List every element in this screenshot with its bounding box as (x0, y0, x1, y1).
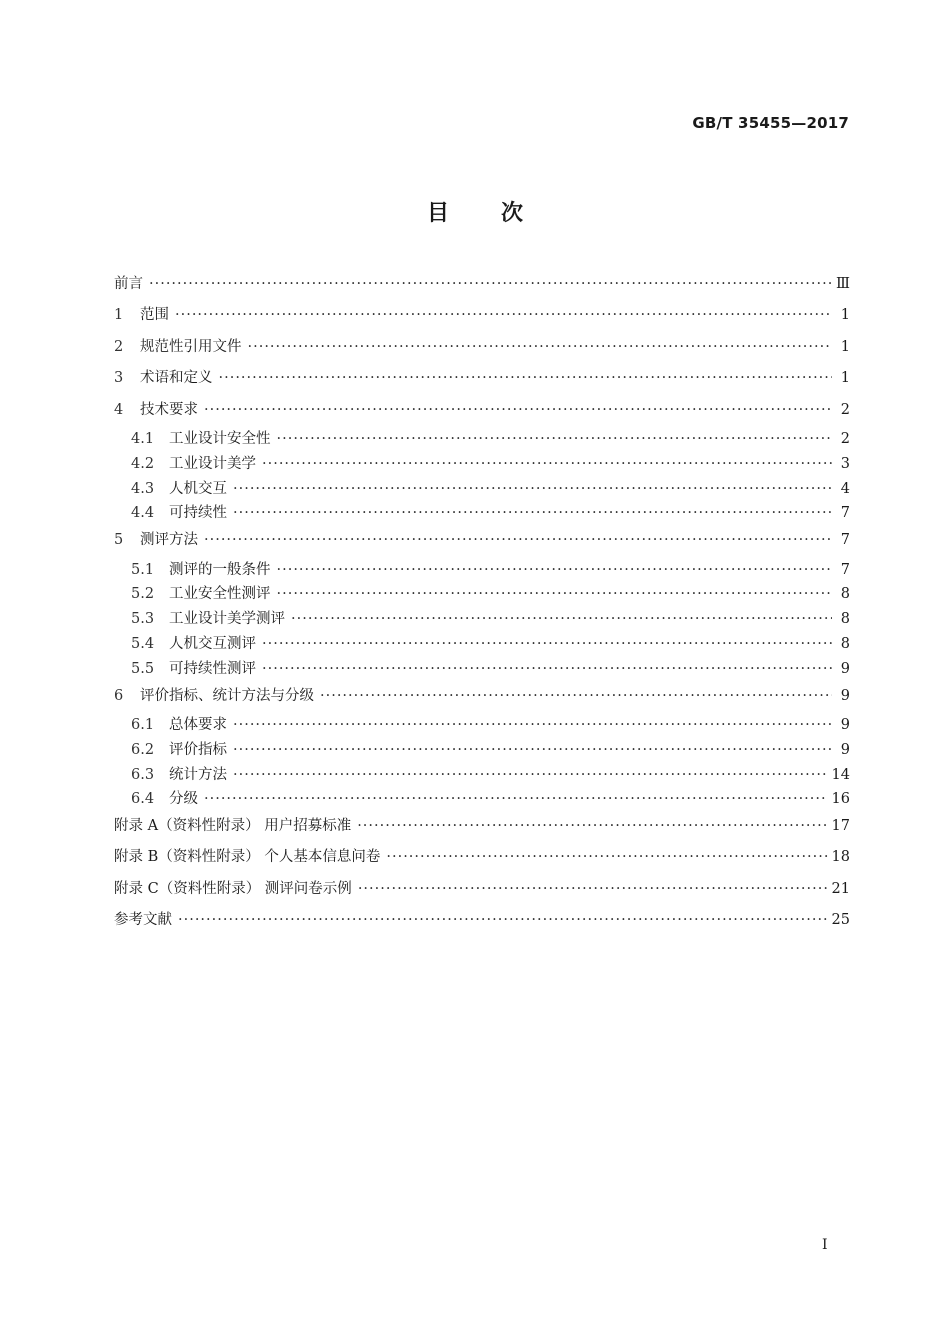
toc-entry-number: 5.1 (131, 561, 155, 578)
toc-leader-dots (277, 586, 833, 602)
toc-entry[interactable] (114, 812, 850, 843)
toc-entry-number: 4.4 (131, 505, 155, 522)
toc-entry-title: 范围 (140, 307, 169, 324)
toc-leader-dots (320, 688, 832, 704)
toc-entry-title: 评价指标 (169, 741, 227, 758)
toc-entry-page: 25 (831, 912, 850, 929)
toc-entry-number: 5 (114, 532, 124, 549)
toc-entry-page: 9 (840, 660, 850, 677)
toc-entry[interactable] (114, 843, 850, 874)
toc-leader-dots (277, 562, 833, 578)
toc-entry-number: 6.4 (131, 791, 155, 808)
toc-leader-dots (204, 532, 832, 548)
toc-entry-number: 5.2 (131, 586, 155, 603)
toc-entry[interactable] (114, 682, 850, 713)
toc-leader-dots (233, 717, 832, 733)
toc-entry[interactable] (114, 582, 850, 607)
toc-entry-title: 技术要求 (140, 401, 198, 418)
toc-entry-title: 总体要求 (169, 716, 227, 733)
toc-entry-page: 7 (840, 505, 850, 522)
page-title: 目次 (426, 201, 575, 226)
toc-leader-dots (204, 791, 828, 807)
toc-leader-dots (233, 505, 832, 521)
toc-leader-dots (248, 339, 833, 355)
toc-entry[interactable] (114, 657, 850, 682)
toc-entry-page: 4 (840, 480, 850, 497)
toc-entry-title: 测评方法 (140, 532, 198, 549)
toc-entry-number: 6.1 (131, 716, 155, 733)
toc-entry-number: 6 (114, 687, 124, 704)
toc-entry[interactable] (114, 301, 850, 332)
toc-entry-page: 17 (831, 818, 850, 835)
toc-entry-title: 可持续性测评 (169, 660, 256, 677)
toc-entry-page: 16 (831, 791, 850, 808)
toc-entry[interactable] (114, 477, 850, 502)
toc-entry-title: 分级 (169, 791, 198, 808)
toc-entry-page: 7 (840, 532, 850, 549)
toc-leader-dots (149, 276, 832, 292)
toc-entry-page: 18 (831, 849, 850, 866)
toc-entry-page: 2 (840, 430, 850, 447)
toc-entry-page: 7 (840, 561, 850, 578)
toc-entry-page: Ⅲ (836, 276, 850, 292)
toc-leader-dots (291, 611, 832, 627)
toc-leader-dots (175, 307, 832, 323)
toc-entry[interactable] (114, 558, 850, 583)
toc-entry-page: 8 (840, 611, 850, 628)
toc-entry-number: 1 (114, 307, 124, 324)
toc-entry[interactable] (114, 875, 850, 906)
toc-entry[interactable] (114, 787, 850, 812)
toc-entry[interactable] (114, 452, 850, 477)
toc-entry-title: 附录 C（资料性附录） 测评问卷示例 (114, 880, 352, 897)
toc-entry-title: 评价指标、统计方法与分级 (140, 687, 314, 704)
toc-entry-title: 工业设计安全性 (169, 430, 271, 447)
toc-leader-dots (262, 636, 832, 652)
toc-entry[interactable] (114, 427, 850, 452)
toc-entry-title: 工业设计美学测评 (169, 611, 285, 628)
toc-leader-dots (233, 767, 828, 783)
toc-entry-title: 参考文献 (114, 912, 172, 929)
toc-leader-dots (357, 818, 827, 834)
toc-entry-number: 5.5 (131, 660, 155, 677)
toc-leader-dots (204, 402, 832, 418)
toc-entry[interactable] (114, 738, 850, 763)
toc-entry-page: 9 (840, 741, 850, 758)
toc-entry-title: 人机交互 (169, 480, 227, 497)
toc-entry-title: 规范性引用文件 (140, 338, 242, 355)
toc-entry[interactable] (114, 396, 850, 427)
toc-entry-number: 4.3 (131, 480, 155, 497)
toc-entry[interactable] (114, 333, 850, 364)
toc-entry[interactable] (114, 607, 850, 632)
toc-entry[interactable] (114, 364, 850, 395)
toc-entry-title: 工业设计美学 (169, 455, 256, 472)
toc-entry-number: 6.2 (131, 741, 155, 758)
toc-leader-dots (262, 456, 832, 472)
toc-entry-page: 3 (840, 455, 850, 472)
toc-entry[interactable] (114, 270, 850, 301)
toc-leader-dots (277, 431, 833, 447)
toc-leader-dots (233, 481, 832, 497)
toc-leader-dots (219, 370, 833, 386)
toc-entry-number: 4 (114, 401, 124, 418)
table-of-contents (114, 270, 850, 938)
toc-entry-number: 2 (114, 338, 124, 355)
toc-entry[interactable] (114, 763, 850, 788)
toc-entry-page: 9 (840, 716, 850, 733)
toc-entry-title: 附录 A（资料性附录） 用户招募标准 (114, 818, 352, 835)
toc-entry-page: 2 (840, 401, 850, 418)
toc-entry-page: 1 (840, 307, 850, 324)
toc-entry-page: 1 (840, 370, 850, 387)
toc-entry-number: 5.4 (131, 635, 155, 652)
toc-entry-number: 4.2 (131, 455, 155, 472)
toc-entry-page: 8 (840, 635, 850, 652)
toc-leader-dots (233, 742, 832, 758)
toc-entry-number: 4.1 (131, 430, 155, 447)
toc-entry-title: 人机交互测评 (169, 635, 256, 652)
toc-entry-title: 术语和定义 (140, 370, 213, 387)
toc-entry[interactable] (114, 906, 850, 937)
toc-entry-title: 工业安全性测评 (169, 586, 271, 603)
toc-entry-number: 6.3 (131, 766, 155, 783)
page-folio: Ⅰ (822, 1237, 828, 1253)
toc-leader-dots (358, 881, 828, 897)
toc-entry-title: 统计方法 (169, 766, 227, 783)
toc-leader-dots (386, 849, 827, 865)
toc-entry-title: 可持续性 (169, 505, 227, 522)
toc-leader-dots (262, 661, 832, 677)
toc-entry-page: 14 (831, 766, 850, 783)
toc-entry[interactable] (114, 501, 850, 526)
toc-entry-page: 8 (840, 586, 850, 603)
toc-entry-number: 5.3 (131, 611, 155, 628)
toc-entry-title: 前言 (114, 276, 143, 292)
toc-leader-dots (178, 912, 828, 928)
toc-entry[interactable] (114, 713, 850, 738)
toc-entry-page: 1 (840, 338, 850, 355)
toc-entry-page: 9 (840, 687, 850, 704)
toc-entry-title: 测评的一般条件 (169, 561, 271, 578)
toc-entry-number: 3 (114, 370, 124, 387)
toc-entry[interactable] (114, 632, 850, 657)
standard-code: GB/T 35455—2017 (692, 114, 849, 132)
toc-entry-page: 21 (831, 880, 850, 897)
toc-entry[interactable] (114, 526, 850, 557)
toc-entry-title: 附录 B（资料性附录） 个人基本信息问卷 (114, 849, 381, 866)
